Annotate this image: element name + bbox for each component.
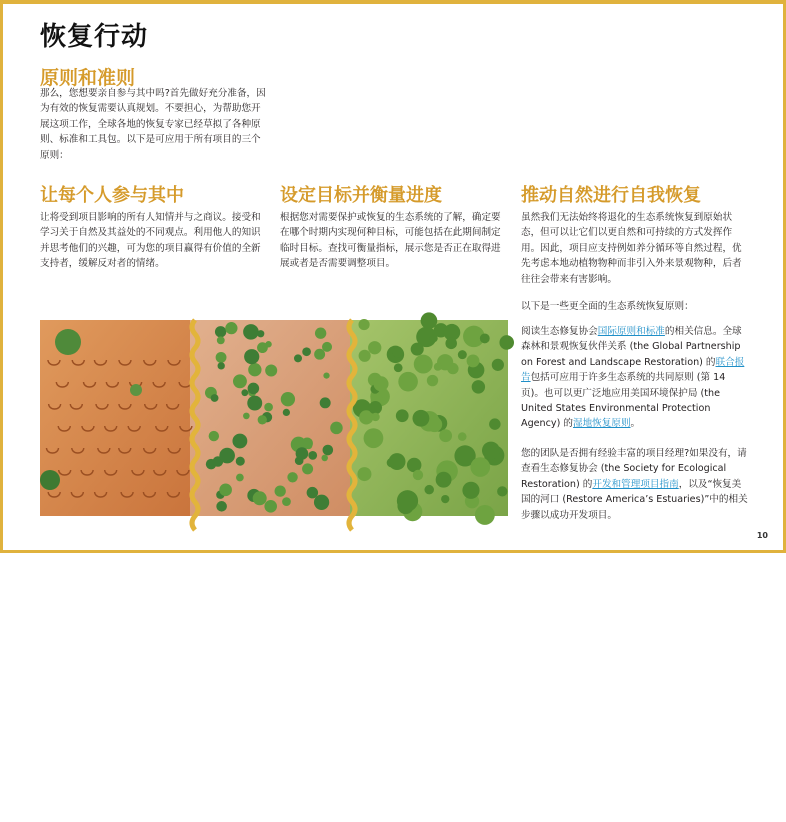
vegetation xyxy=(359,350,371,362)
restoration-photo-image xyxy=(40,320,508,516)
shrub xyxy=(243,324,259,340)
vegetation xyxy=(436,472,452,488)
shrub xyxy=(323,372,329,378)
shrub xyxy=(218,362,225,369)
resources-paragraph xyxy=(521,324,749,432)
vegetation xyxy=(470,457,490,477)
vegetation xyxy=(413,470,423,480)
link-project-guide[interactable]: 开发和管理项目指南 xyxy=(592,478,679,490)
shrub xyxy=(247,396,262,411)
vegetation xyxy=(492,359,504,371)
vegetation xyxy=(358,319,369,330)
heading-natural-recovery: 推动自然进行自我恢复 xyxy=(521,185,701,206)
shrub xyxy=(308,451,317,460)
vegetation xyxy=(371,413,379,421)
bush xyxy=(40,470,60,490)
shrub xyxy=(209,431,219,441)
vegetation xyxy=(364,428,384,448)
shrub xyxy=(225,322,237,334)
vegetation xyxy=(389,453,406,470)
vegetation xyxy=(489,418,500,429)
shrub xyxy=(302,463,313,474)
vegetation xyxy=(439,429,452,442)
vegetation xyxy=(392,348,402,358)
vegetation xyxy=(396,409,409,422)
vegetation xyxy=(411,343,424,356)
bush xyxy=(55,329,81,355)
shrub xyxy=(302,347,311,356)
project-manager-paragraph xyxy=(521,446,749,523)
restoration-photo xyxy=(40,320,536,822)
shrub xyxy=(217,336,225,344)
vegetation xyxy=(394,363,403,372)
planted-soil-panel xyxy=(190,320,360,516)
vegetation xyxy=(499,335,514,350)
shrub xyxy=(301,437,313,449)
resources-text-1: 阅读生态修复协会 xyxy=(521,326,598,337)
link-wetland-principles[interactable]: 湿地恢复原则 xyxy=(572,418,631,430)
vegetation xyxy=(430,334,438,342)
text-natural-recovery: 虽然我们无法始终将退化的生态系统恢复到原始状态，但可以让它们以更自然和可持续的方式发挥作用。因此，项目应支持例如养分循环等自然过程，优先考虑本地动植物物种而非引入外来景观物种，后者往往会带来有害影响。 xyxy=(521,212,742,285)
shrub xyxy=(219,448,235,464)
shrub xyxy=(243,413,250,420)
vegetation xyxy=(445,338,457,350)
vegetation xyxy=(497,486,507,496)
vegetation xyxy=(414,355,433,374)
shrub xyxy=(294,354,302,362)
shrub xyxy=(216,352,227,363)
vegetation xyxy=(424,485,433,494)
shrub xyxy=(216,501,227,512)
shrub xyxy=(323,445,334,456)
vegetation xyxy=(427,375,438,386)
resources-text-2: 的相关信息。全球森林和景观恢复伙伴关系 (the Global Partnership on Forest and Landscape Restoration) 的 xyxy=(521,326,742,368)
vegetation xyxy=(441,495,449,503)
vegetation xyxy=(467,355,480,368)
heading-set-goals: 设定目标并衡量进度 xyxy=(280,185,442,206)
shrub xyxy=(283,409,290,416)
shrub xyxy=(282,497,291,506)
shrub xyxy=(244,349,259,364)
resources-text-3: 包括可应用于许多生态系统的共同原则 (第 14 页)。也可以更广泛地应用美国环境保护局 (the United States Environmental Protection Agency) 的 xyxy=(521,372,726,430)
shrub xyxy=(320,397,331,408)
vegetation xyxy=(357,467,371,481)
vegetation xyxy=(434,363,442,371)
vegetation xyxy=(447,363,458,374)
photo-credit: © Oliver Wolfsdorf / Just Diggit xyxy=(528,712,536,822)
shrub xyxy=(264,403,273,412)
shrub xyxy=(253,491,267,505)
link-joint-report[interactable]: 联合报告 xyxy=(521,356,745,384)
vegetation xyxy=(369,401,382,414)
shrub xyxy=(219,484,232,497)
vegetation xyxy=(482,442,500,460)
shrub xyxy=(264,500,277,513)
shrub xyxy=(233,374,247,388)
shrub xyxy=(315,328,326,339)
text-set-goals: 根据您对需要保护或恢复的生态系统的了解，确定要在哪个时期内实现何种目标，可能包括在此期间制定临时目标。查找可衡量指标，展示您是否正在取得进展或者是否需要调整项目。 xyxy=(280,212,501,270)
shrub xyxy=(248,363,261,376)
shrub xyxy=(281,392,295,406)
vegetation xyxy=(397,490,418,511)
shrub xyxy=(211,394,219,402)
vegetation xyxy=(368,341,381,354)
shrub xyxy=(248,383,260,395)
vegetation xyxy=(480,333,490,343)
vegetation xyxy=(475,505,495,525)
shrub xyxy=(257,342,268,353)
shrub xyxy=(265,364,277,376)
shrub xyxy=(232,434,247,449)
vegetation xyxy=(458,350,467,359)
shrub xyxy=(257,330,264,337)
bush xyxy=(130,384,142,396)
link-international-principles[interactable]: 国际原则和标准 xyxy=(597,326,665,337)
shrub xyxy=(296,447,309,460)
vegetation xyxy=(413,410,430,427)
principles-heading: 原则和准则 xyxy=(40,67,136,89)
shrub xyxy=(258,415,267,424)
shrub xyxy=(241,389,248,396)
principles-intro: 那么，您想要亲自参与其中吗?首先做好充分准备，因为有效的恢复需要认真规划。不要担心，为帮助您开展这项工作，全球各地的恢复专家已经草拟了各种原则、标准和工具包。以下是可应用于所有项目的三个原则： xyxy=(40,88,266,161)
shrub xyxy=(275,485,286,496)
shrub xyxy=(236,474,244,482)
shrub xyxy=(322,342,332,352)
vegetation xyxy=(421,312,438,329)
page-title: 恢复行动 xyxy=(40,22,149,52)
shrub xyxy=(314,495,329,510)
resources-text-4: 。 xyxy=(630,418,641,430)
vegetation xyxy=(472,380,485,393)
shrub xyxy=(321,455,328,462)
shrub xyxy=(215,326,226,337)
pm-text-2: ，以及“恢复美国的河口 (Restore America’s Estuaries)”中的相关步骤以成功开发项目。 xyxy=(521,478,748,521)
vegetation xyxy=(462,482,479,499)
page-number: 10 xyxy=(756,531,768,540)
shrub xyxy=(287,472,297,482)
text-engage-everyone: 让将受到项目影响的所有人知情并与之商议。接受和学习关于自然及其益处的不同观点。利用他人的知识并思考他们的兴趣，可为您的项目赢得有价值的全新支持者，缓解反对者的情绪。 xyxy=(40,212,261,270)
vegetation xyxy=(373,376,388,391)
shrub xyxy=(330,422,343,435)
more-principles-intro: 以下是一些更全面的生态系统恢复原则： xyxy=(521,301,694,312)
vegetation xyxy=(458,432,467,441)
heading-engage-everyone: 让每个人参与其中 xyxy=(40,185,184,206)
shrub xyxy=(307,487,318,498)
pm-text-1: 您的团队是否拥有经验丰富的项目经理?如果没有，请查看生态修复协会 (the Society for Ecological Restoration) 的 xyxy=(521,448,747,490)
vegetation xyxy=(398,372,418,392)
shrub xyxy=(236,457,245,466)
